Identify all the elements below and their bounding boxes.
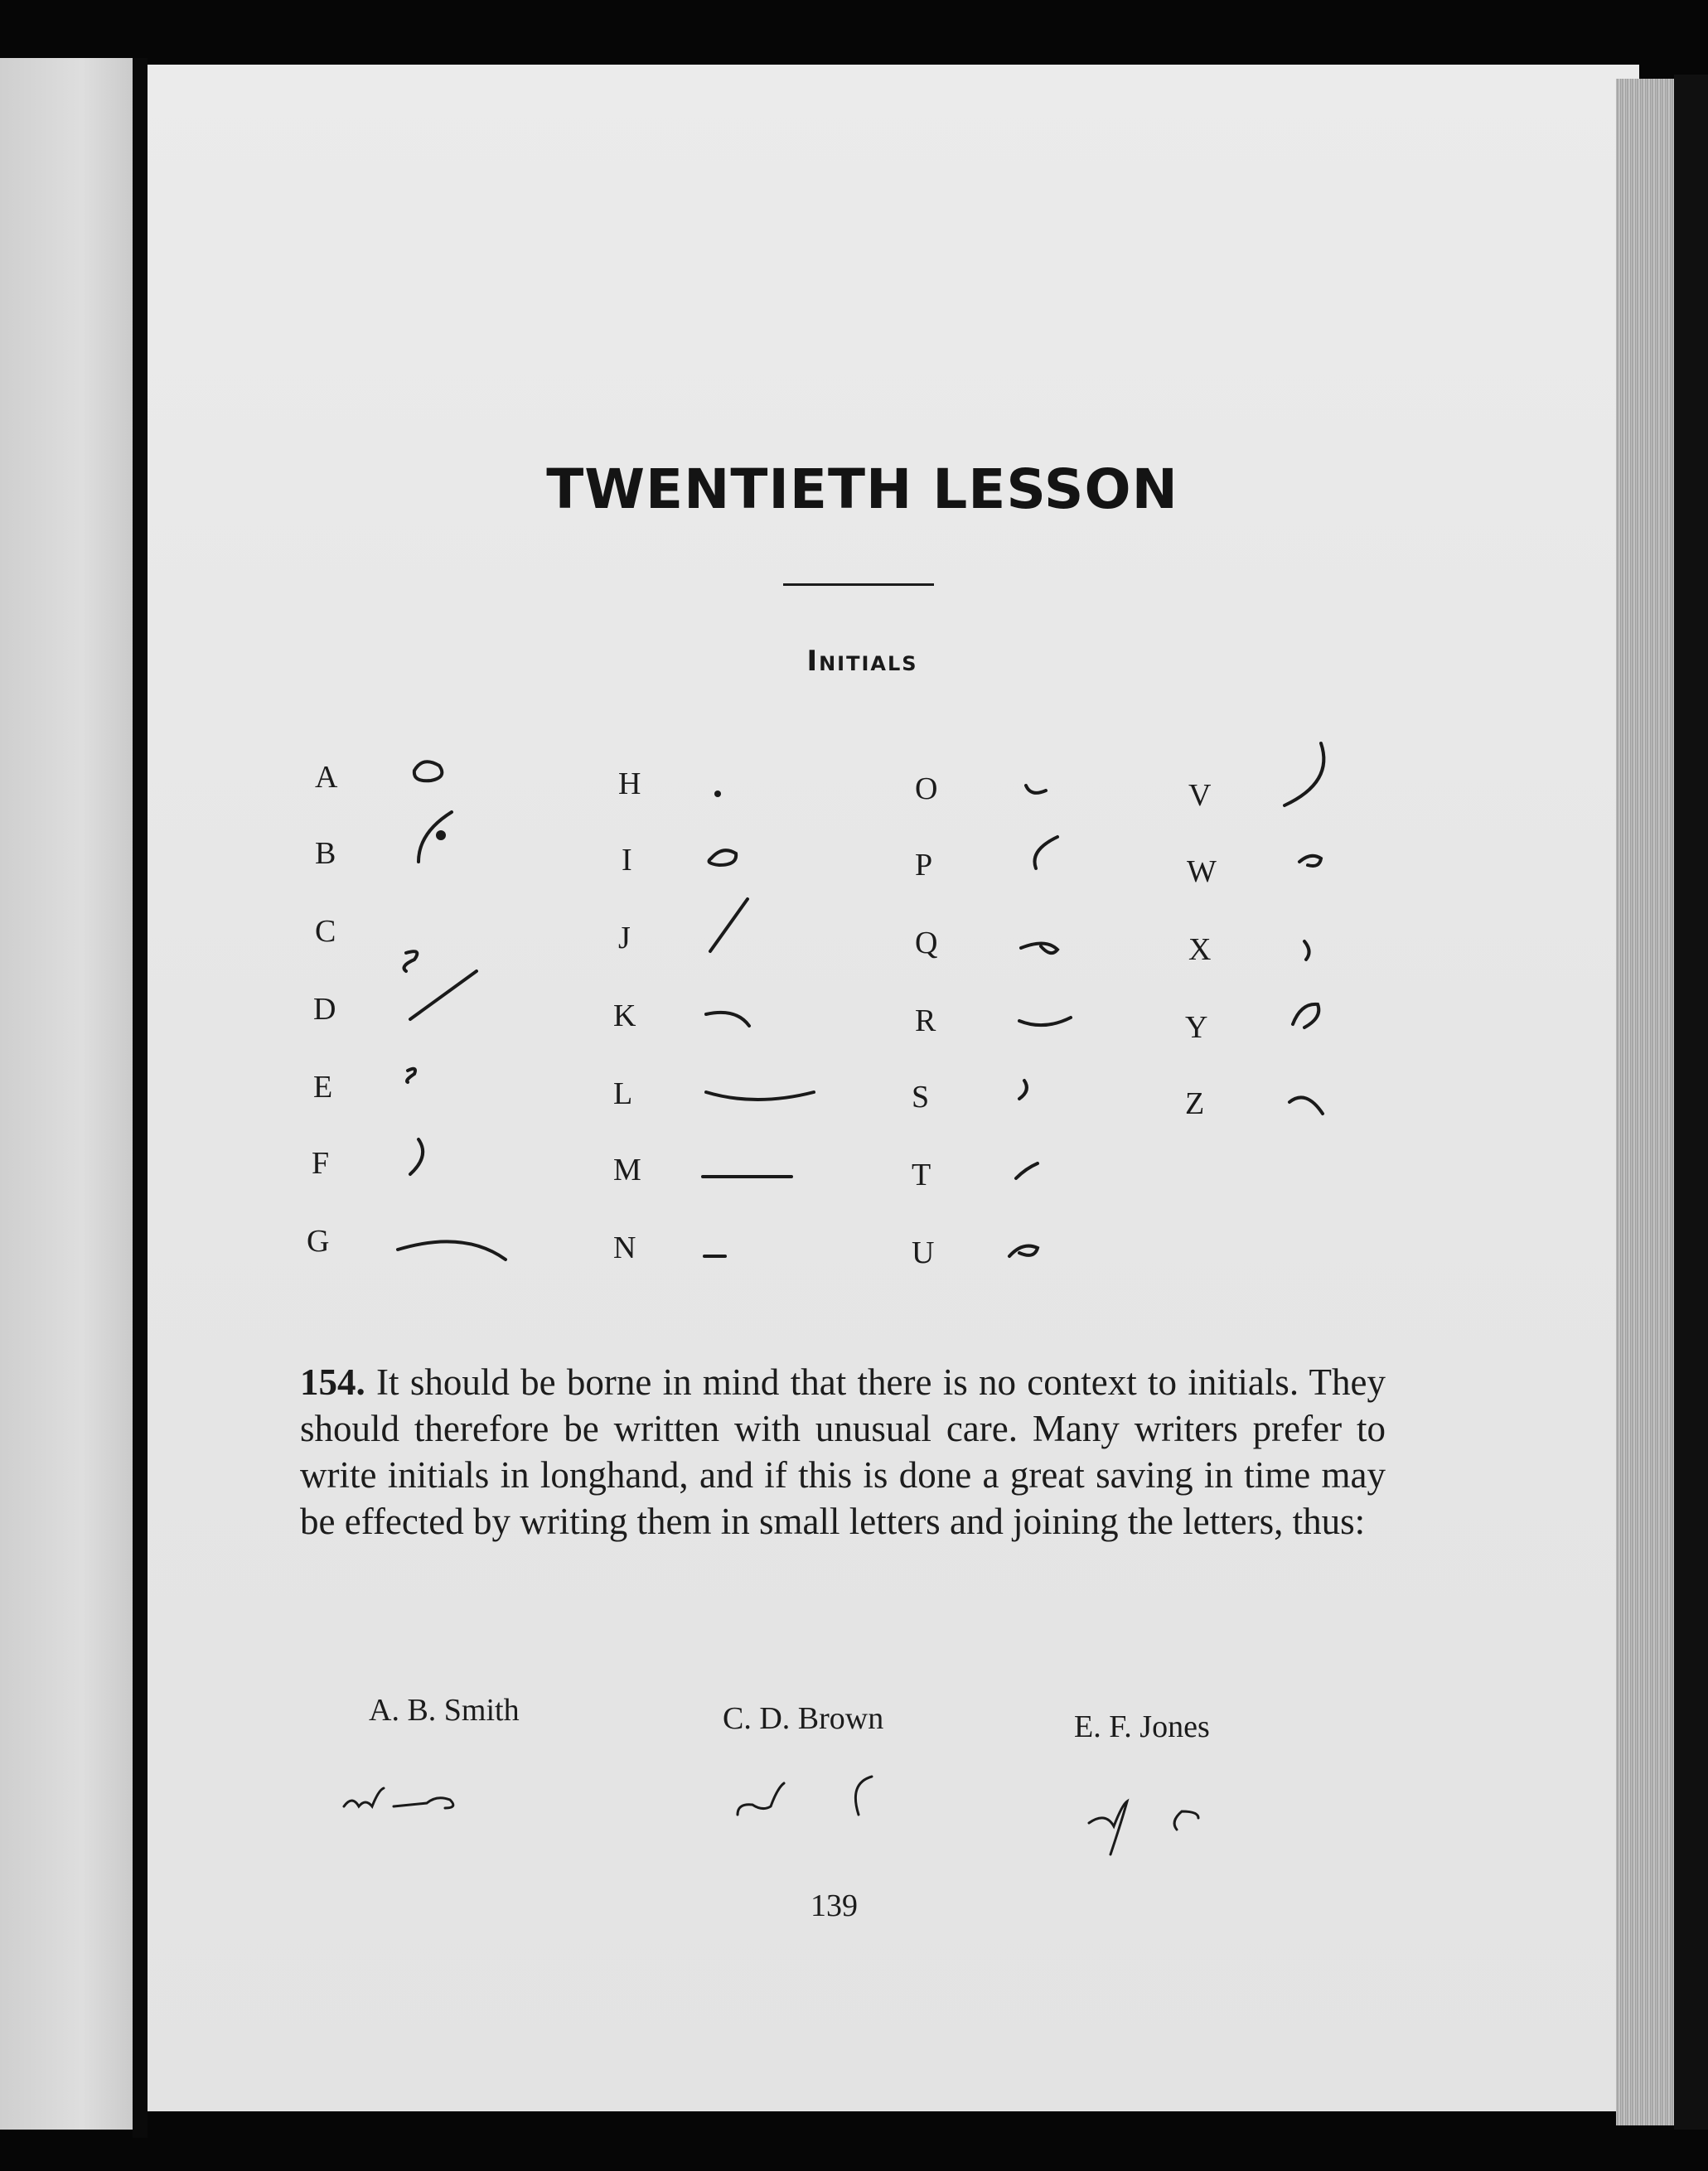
letter-label: U xyxy=(912,1235,935,1270)
paragraph-text: It should be borne in mind that there is no context to initials. They should therefore be written with unusual care. Many writers prefer to write initials in longhand, and if this is done a great saving in time may be effected by writing them in small letters and joining the letters, thus: xyxy=(300,1361,1386,1542)
letter-label: K xyxy=(613,998,636,1033)
letter-label: B xyxy=(315,836,336,871)
page-number: 139 xyxy=(810,1888,858,1923)
example-name: E. F. Jones xyxy=(1074,1709,1210,1744)
lesson-paragraph xyxy=(300,1359,1386,1545)
section-heading: Initials xyxy=(806,645,918,678)
letter-label: M xyxy=(613,1153,641,1187)
letter-label: R xyxy=(915,1003,936,1038)
shorthand-stroke xyxy=(1304,941,1309,960)
paragraph-number: 154. xyxy=(300,1361,365,1403)
letter-label: Y xyxy=(1185,1010,1208,1045)
shorthand-stroke xyxy=(1026,786,1046,793)
shorthand-stroke xyxy=(1293,1004,1318,1027)
handwriting-stroke xyxy=(394,1798,453,1808)
letter-label: W xyxy=(1187,854,1217,889)
letter-label: I xyxy=(622,843,632,878)
example-name: A. B. Smith xyxy=(369,1693,520,1728)
letter-label: H xyxy=(618,766,641,801)
handwriting-stroke xyxy=(1174,1811,1198,1830)
shorthand-stroke xyxy=(1299,856,1321,866)
letter-label: J xyxy=(618,921,631,955)
shorthand-stroke xyxy=(398,1241,506,1260)
shorthand-stroke xyxy=(410,971,477,1019)
shorthand-stroke xyxy=(1009,1246,1038,1256)
letter-label: P xyxy=(915,848,933,882)
shorthand-stroke xyxy=(410,1139,423,1174)
example-name: C. D. Brown xyxy=(723,1701,884,1736)
letter-label: E xyxy=(313,1070,333,1105)
letter-label: Z xyxy=(1185,1086,1205,1121)
shorthand-stroke xyxy=(706,1092,814,1100)
handwriting-stroke xyxy=(738,1783,784,1815)
shorthand-stroke xyxy=(1034,837,1057,868)
letter-label: D xyxy=(313,992,336,1027)
shorthand-stroke xyxy=(1019,1018,1071,1025)
shorthand-stroke xyxy=(1285,743,1323,805)
shorthand-dot xyxy=(436,830,446,840)
handwriting-stroke xyxy=(344,1788,384,1806)
letter-label: A xyxy=(315,760,338,795)
letter-label: N xyxy=(613,1231,636,1265)
letter-label: L xyxy=(613,1076,633,1111)
shorthand-stroke xyxy=(419,812,452,862)
letter-label: O xyxy=(915,771,938,806)
letter-label: F xyxy=(312,1146,330,1181)
letter-label: G xyxy=(307,1224,330,1259)
lesson-title: TWENTIETH LESSON xyxy=(546,457,1178,521)
letter-label: S xyxy=(912,1080,930,1115)
shorthand-stroke xyxy=(1019,1081,1027,1099)
shorthand-stroke xyxy=(414,762,442,781)
shorthand-stroke xyxy=(1289,1097,1323,1114)
shorthand-stroke xyxy=(706,1013,749,1026)
letter-label: C xyxy=(315,914,336,949)
shorthand-stroke xyxy=(1016,1163,1038,1178)
shorthand-stroke xyxy=(407,1069,415,1082)
shorthand-stroke xyxy=(709,850,737,865)
shorthand-dot xyxy=(714,791,721,797)
shorthand-stroke xyxy=(404,951,418,971)
letter-label: V xyxy=(1188,778,1212,813)
handwriting-stroke xyxy=(855,1777,872,1815)
handwriting-stroke xyxy=(1089,1801,1127,1854)
letter-label: Q xyxy=(915,926,938,960)
letter-label: X xyxy=(1188,932,1212,967)
shorthand-stroke xyxy=(1021,943,1057,953)
shorthand-stroke xyxy=(710,899,748,951)
letter-label: T xyxy=(912,1158,931,1192)
